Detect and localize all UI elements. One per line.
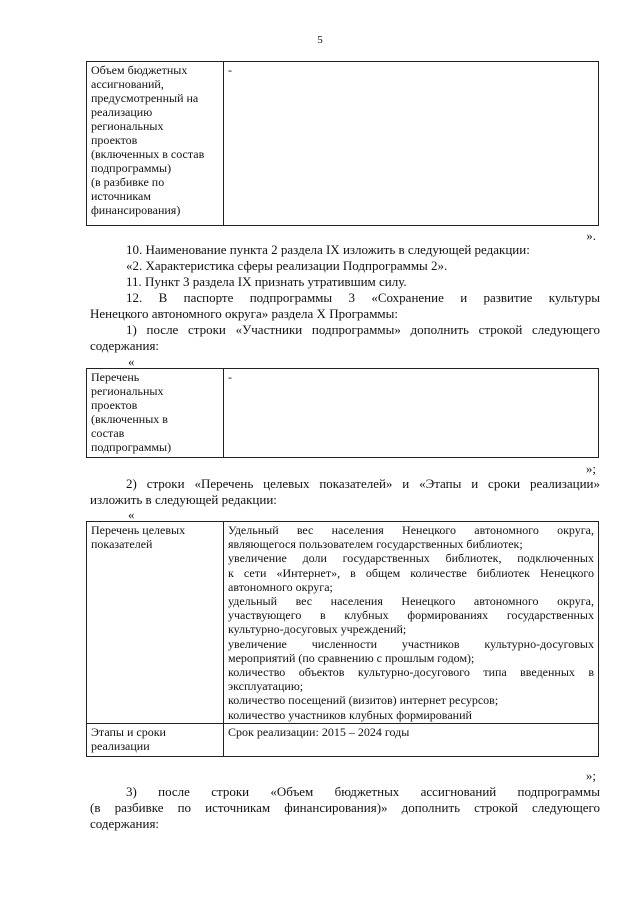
indicator-line: Удельный вес населения Ненецкого автономного округа, [228,523,594,537]
item-12-line-2: Ненецкого автономного округа» раздела X Программы: [90,306,398,321]
indicator-line: количество объектов культурно-досугового типа введенных в [228,665,594,680]
page-number: 5 [317,34,323,46]
label-line: реализации [91,738,150,753]
subitem-1-line-2: содержания: [90,338,160,353]
label-line: проектов [91,398,138,412]
label-line: Перечень [91,370,140,384]
label-line: показателей [91,537,153,551]
indicator-line: культурно-досуговых учреждений; [228,622,407,637]
closing-quote: »; [585,768,596,783]
subitem-1-line-1: 1) после строки «Участники подпрограммы» дополнить строкой следующего [126,322,600,337]
indicator-line: являющегося пользователем государственных библиотек; [228,537,523,552]
subitem-2-line-2: изложить в следующей редакции: [90,492,277,507]
indicator-line: мероприятий (по сравнению с прошлым годом); [228,650,475,665]
indicator-line: эксплуатацию; [228,679,304,694]
indicator-line: автономного округа; [228,579,333,594]
opening-quote: « [128,354,135,369]
item-10-text: «2. Характеристика сферы реализации Подпрограммы 2». [126,258,448,273]
indicator-line: участвующего в клубных формированиях государственных [228,608,594,623]
closing-quote: ». [586,228,596,243]
label-line: подпрограммы) [91,161,172,175]
label-line: (в разбивке по [91,175,165,189]
regional-projects-budget-table [86,61,599,226]
label-line: подпрограммы) [91,440,172,454]
label-line: реализацию [91,105,153,119]
indicator-line: к сети «Интернет», в общем количестве библиотек Ненецкого [228,565,594,580]
subitem-2-line-1: 2) строки «Перечень целевых показателей» и «Этапы и сроки реализации» [126,476,600,491]
item-11: 11. Пункт 3 раздела IX признать утратившим силу. [126,274,407,289]
indicator-line: увеличение численности участников культурно-досуговых [228,636,594,651]
table-label-cell [87,62,224,226]
target-indicators-table [86,521,599,757]
label-line: региональных [91,119,164,133]
table-label-cell [87,369,224,458]
label-line: региональных [91,384,164,398]
table-value-cell: Срок реализации: 2015 – 2024 годы [224,723,599,756]
label-line: Объем бюджетных [91,63,188,77]
label-line: состав [91,426,125,440]
label-line: Этапы и сроки [91,724,166,739]
indicator-line: количество участников клубных формирований [228,707,472,722]
label-line: (включенных в состав [91,147,205,161]
item-12-line-1: 12. В паспорте подпрограммы 3 «Сохранение и развитие культуры [126,290,600,305]
table-label-cell [87,723,224,756]
label-line: предусмотренный на [91,91,199,105]
label-line: ассигнований, [91,77,164,91]
label-line: (включенных в [91,412,168,426]
opening-quote: « [128,507,135,522]
subitem-3-line-1: 3) после строки «Объем бюджетных ассигнований подпрограммы [126,784,600,799]
label-line: проектов [91,133,138,147]
indicator-line: удельный вес населения Ненецкого автономного округа, [228,594,594,609]
subitem-3-line-3: содержания: [90,816,160,831]
indicator-line: увеличение доли государственных библиотек, подключенных [228,551,594,566]
label-line: финансирования) [91,203,181,217]
label-line: Перечень целевых [91,523,186,537]
subitem-3-line-2: (в разбивке по источникам финансирования)» дополнить строкой следующего [90,800,600,815]
closing-quote: »; [585,461,596,476]
table-value-cell [224,522,599,724]
label-line: источникам [91,189,151,203]
indicator-line: количество посещений (визитов) интернет ресурсов; [228,693,499,708]
table-label-cell [87,522,224,724]
table-value-cell: - [224,369,599,458]
regional-projects-list-table [86,368,599,458]
table-value-cell: - [224,62,599,226]
item-10: 10. Наименование пункта 2 раздела IX изложить в следующей редакции: [126,242,530,257]
